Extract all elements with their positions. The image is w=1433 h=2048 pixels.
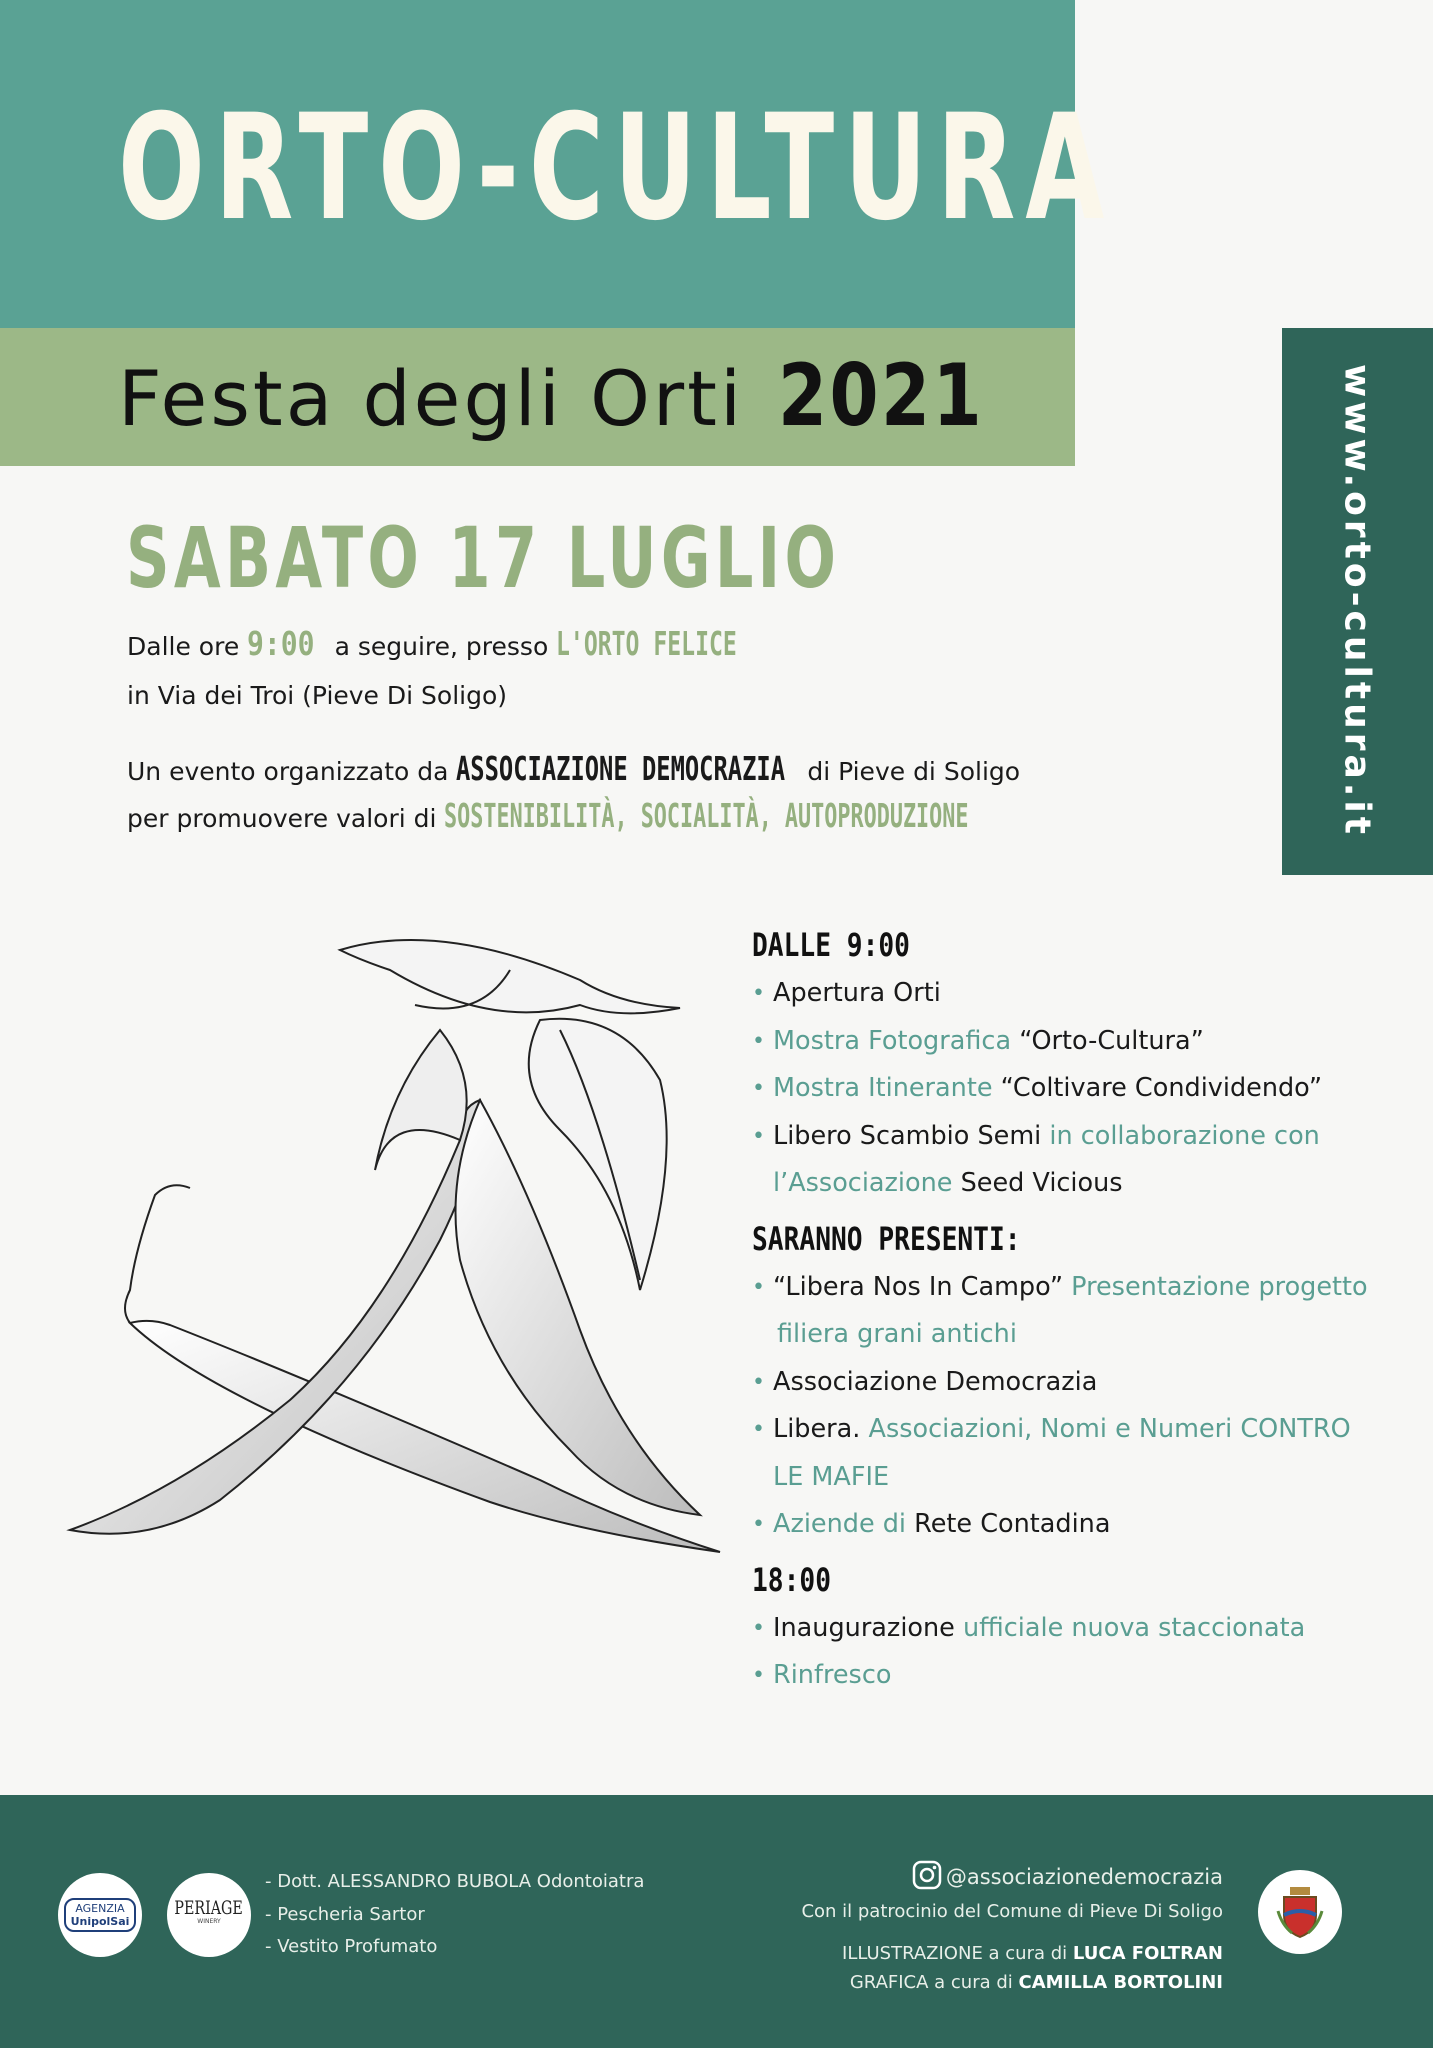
program-item: • Associazione Democrazia xyxy=(752,1359,1392,1407)
program-item: • Libero Scambio Semi in collaborazione con l’Associazione Seed Vicious xyxy=(752,1113,1392,1208)
start-time: 9:00 xyxy=(247,624,315,663)
program-section-title: SARANNO PRESENTI: xyxy=(752,1219,1021,1258)
website-link[interactable]: www.orto-cultura.it xyxy=(1336,364,1378,838)
program-item: • Apertura Orti xyxy=(752,970,1392,1018)
program-item: • Rinfresco xyxy=(752,1652,1392,1700)
program-list xyxy=(752,1605,1392,1700)
poster-title: ORTO-CULTURA xyxy=(118,83,1115,253)
program-list xyxy=(752,1264,1392,1549)
program-section-title: DALLE 9:00 xyxy=(752,926,910,964)
venue-name: L'ORTO FELICE xyxy=(556,624,738,663)
crest-icon xyxy=(1276,1885,1324,1939)
program-item: • “Libera Nos In Campo” Presentazione progetto filiera grani antichi xyxy=(752,1264,1392,1359)
organizer-line xyxy=(127,749,1020,788)
program-item: • Inaugurazione ufficiale nuova staccionata xyxy=(752,1605,1392,1653)
time-suffix: a seguire, presso xyxy=(334,632,549,661)
organizer-prefix: Un evento organizzato da xyxy=(127,757,449,786)
instagram-handle[interactable]: @associazionedemocrazia xyxy=(912,1860,1223,1890)
program-list xyxy=(752,970,1392,1208)
sponsor-list xyxy=(265,1866,644,1964)
program-item: • Mostra Fotografica “Orto-Cultura” xyxy=(752,1018,1392,1066)
periage-logo: PERIAGE WINERY xyxy=(167,1873,251,1957)
patronage-text: Con il patrocinio del Comune di Pieve Di Soligo xyxy=(801,1901,1223,1922)
sponsor-item: - Dott. ALESSANDRO BUBOLA Odontoiatra xyxy=(265,1871,645,1892)
event-time-line xyxy=(127,624,815,663)
comune-crest-logo xyxy=(1258,1870,1342,1954)
poster-subtitle xyxy=(118,346,1029,449)
event-date: SABATO 17 LUGLIO xyxy=(126,509,841,607)
event-address: in Via dei Troi (Pieve Di Soligo) xyxy=(127,681,508,710)
values-prefix: per promuovere valori di xyxy=(127,804,437,833)
unipolsai-logo: AGENZIA UnipolSai xyxy=(58,1873,142,1957)
values-line xyxy=(127,796,1239,835)
sponsor-item: - Pescheria Sartor xyxy=(265,1903,425,1925)
sponsor-item: - Vestito Profumato xyxy=(265,1936,438,1957)
organizer-name: ASSOCIAZIONE DEMOCRAZIA xyxy=(456,749,786,788)
values-list: SOSTENIBILITÀ, SOCIALITÀ, AUTOPRODUZIONE xyxy=(444,796,969,835)
program-item: • Libera. Associazioni, Nomi e Numeri CONTRO LE MAFIE xyxy=(752,1406,1392,1501)
instagram-icon xyxy=(912,1860,942,1890)
subtitle-text: Festa degli Orti xyxy=(118,354,745,443)
time-prefix: Dalle ore xyxy=(127,632,240,661)
program-item: • Aziende di Rete Contadina xyxy=(752,1501,1392,1549)
illustration-credit: ILLUSTRAZIONE a cura di LUCA FOLTRAN xyxy=(842,1943,1223,1964)
graphics-credit: GRAFICA a cura di CAMILLA BORTOLINI xyxy=(849,1972,1223,1993)
bean-illustration xyxy=(60,930,740,1570)
organizer-suffix: di Pieve di Soligo xyxy=(807,757,1021,786)
subtitle-year: 2021 xyxy=(778,346,985,446)
event-program xyxy=(752,920,1392,1706)
bean-stem xyxy=(125,1185,190,1323)
program-section-title: 18:00 xyxy=(752,1560,831,1599)
program-item: • Mostra Itinerante “Coltivare Condividendo” xyxy=(752,1065,1392,1113)
